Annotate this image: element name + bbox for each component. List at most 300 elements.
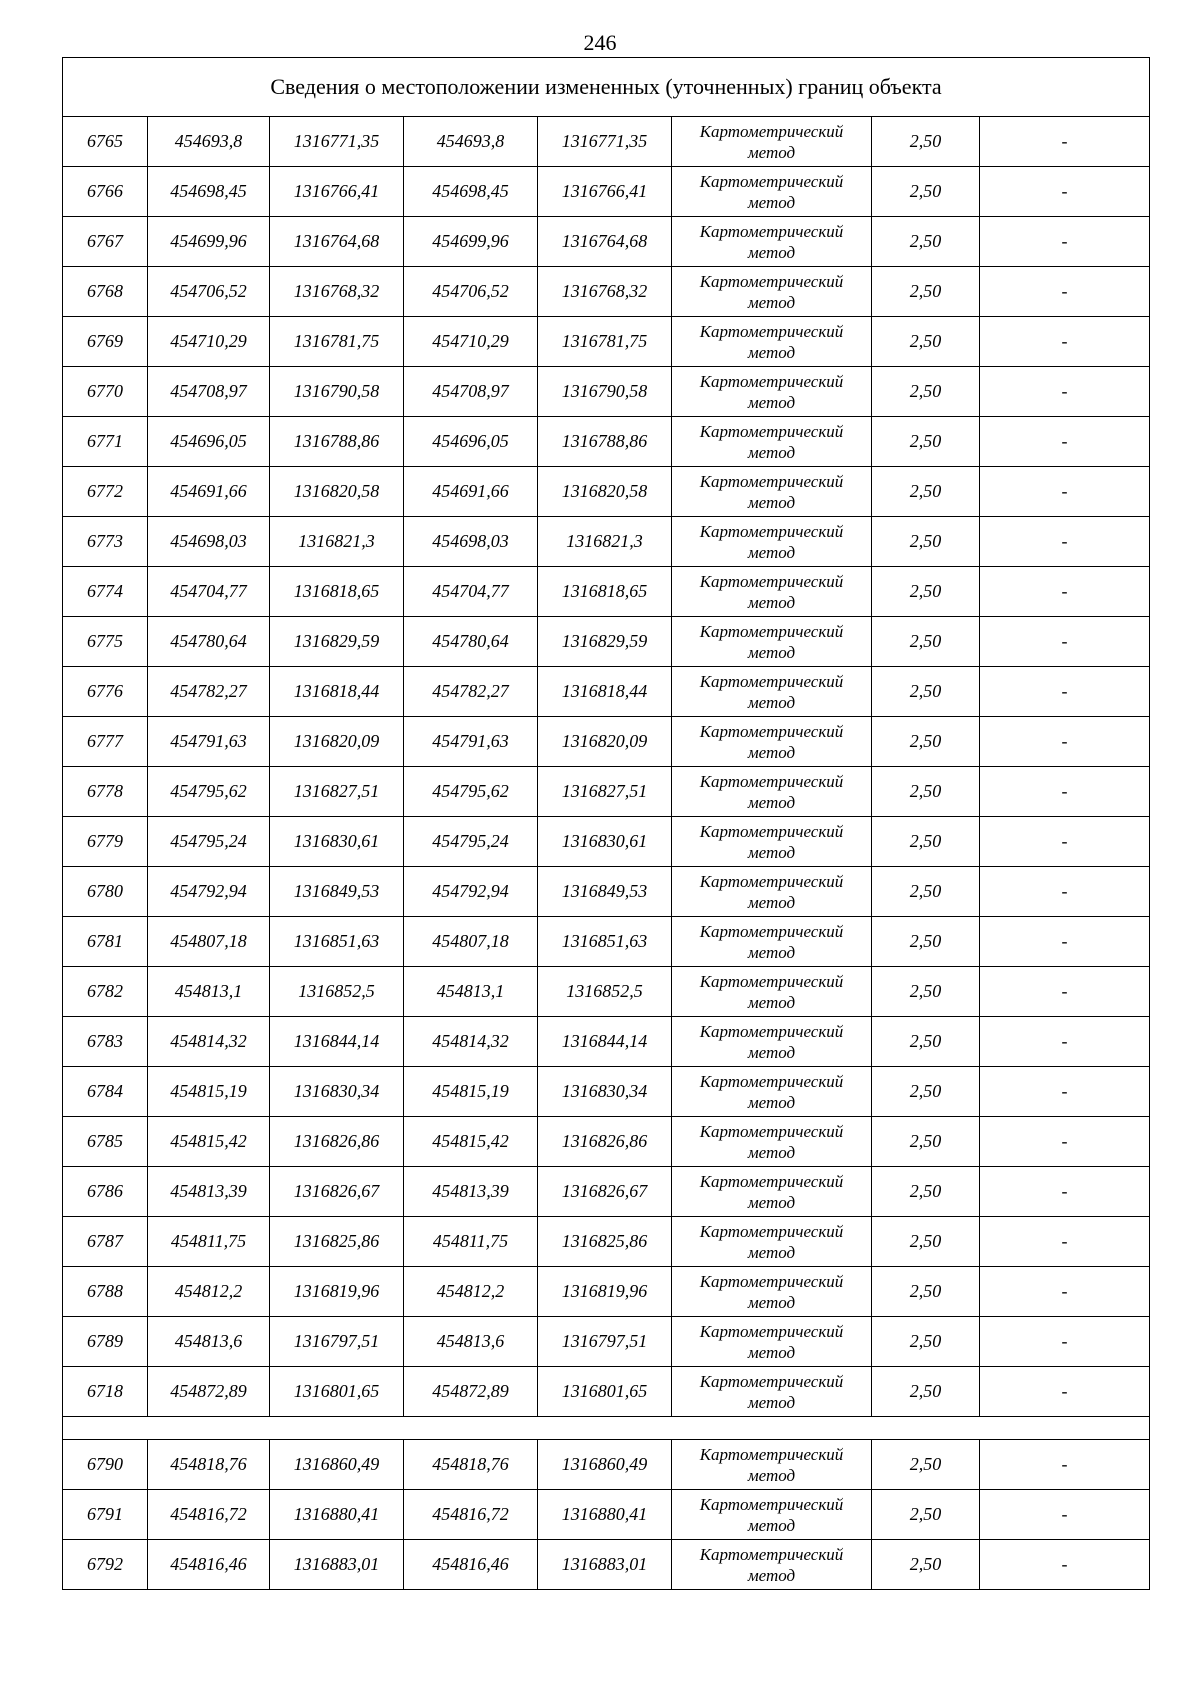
table-title-row — [63, 58, 1150, 117]
point-number-cell: 6773 — [63, 517, 148, 567]
accuracy-cell: 2,50 — [872, 1167, 980, 1217]
table-row — [63, 717, 1150, 767]
table-row — [63, 1317, 1150, 1367]
note-cell: - — [980, 267, 1150, 317]
group-separator-row — [63, 1417, 1150, 1440]
method-line1: Картометрический — [699, 621, 844, 641]
table-row — [63, 817, 1150, 867]
y-new-cell: 1316830,34 — [538, 1067, 672, 1117]
x-existing-cell: 454693,8 — [148, 117, 270, 167]
y-new-cell: 1316820,09 — [538, 717, 672, 767]
y-new-cell: 1316797,51 — [538, 1317, 672, 1367]
x-existing-cell: 454704,77 — [148, 567, 270, 617]
y-existing-cell: 1316821,3 — [270, 517, 404, 567]
y-existing-cell: 1316829,59 — [270, 617, 404, 667]
x-existing-cell: 454812,2 — [148, 1267, 270, 1317]
x-existing-cell: 454815,19 — [148, 1067, 270, 1117]
accuracy-cell: 2,50 — [872, 617, 980, 667]
x-new-cell: 454795,24 — [404, 817, 538, 867]
method-line1: Картометрический — [699, 1371, 844, 1391]
x-existing-cell: 454696,05 — [148, 417, 270, 467]
method-cell — [672, 1217, 872, 1267]
table-row — [63, 767, 1150, 817]
y-new-cell: 1316860,49 — [538, 1440, 672, 1490]
y-new-cell: 1316826,86 — [538, 1117, 672, 1167]
y-existing-cell: 1316830,61 — [270, 817, 404, 867]
point-number-cell: 6767 — [63, 217, 148, 267]
method-line1: Картометрический — [699, 971, 844, 991]
note-cell: - — [980, 617, 1150, 667]
y-new-cell: 1316818,44 — [538, 667, 672, 717]
table-row — [63, 1017, 1150, 1067]
x-new-cell: 454795,62 — [404, 767, 538, 817]
table-row — [63, 267, 1150, 317]
method-line1: Картометрический — [699, 871, 844, 891]
note-cell: - — [980, 1367, 1150, 1417]
method-cell — [672, 1117, 872, 1167]
x-new-cell: 454816,46 — [404, 1540, 538, 1590]
method-cell — [672, 1267, 872, 1317]
table-row — [63, 917, 1150, 967]
method-line2: метод — [747, 692, 796, 712]
x-existing-cell: 454816,46 — [148, 1540, 270, 1590]
method-line2: метод — [747, 642, 796, 662]
y-new-cell: 1316788,86 — [538, 417, 672, 467]
accuracy-cell: 2,50 — [872, 1440, 980, 1490]
table-row — [63, 967, 1150, 1017]
method-cell — [672, 917, 872, 967]
y-existing-cell: 1316766,41 — [270, 167, 404, 217]
method-line2: метод — [747, 292, 796, 312]
method-line1: Картометрический — [699, 1221, 844, 1241]
note-cell: - — [980, 117, 1150, 167]
y-existing-cell: 1316860,49 — [270, 1440, 404, 1490]
note-cell: - — [980, 317, 1150, 367]
accuracy-cell: 2,50 — [872, 917, 980, 967]
x-new-cell: 454811,75 — [404, 1217, 538, 1267]
method-line2: метод — [747, 1465, 796, 1485]
x-new-cell: 454816,72 — [404, 1490, 538, 1540]
note-cell: - — [980, 767, 1150, 817]
table-title: Сведения о местоположении измененных (уточненных) границ объекта — [63, 58, 1150, 117]
method-line2: метод — [747, 1092, 796, 1112]
method-line1: Картометрический — [699, 121, 844, 141]
accuracy-cell: 2,50 — [872, 367, 980, 417]
accuracy-cell: 2,50 — [872, 1217, 980, 1267]
method-cell — [672, 567, 872, 617]
x-new-cell: 454791,63 — [404, 717, 538, 767]
note-cell: - — [980, 967, 1150, 1017]
x-existing-cell: 454782,27 — [148, 667, 270, 717]
note-cell: - — [980, 717, 1150, 767]
method-line2: метод — [747, 1565, 796, 1585]
note-cell: - — [980, 1117, 1150, 1167]
method-line2: метод — [747, 542, 796, 562]
point-number-cell: 6786 — [63, 1167, 148, 1217]
note-cell: - — [980, 917, 1150, 967]
y-existing-cell: 1316880,41 — [270, 1490, 404, 1540]
method-cell — [672, 767, 872, 817]
y-new-cell: 1316825,86 — [538, 1217, 672, 1267]
method-cell — [672, 117, 872, 167]
x-existing-cell: 454795,62 — [148, 767, 270, 817]
note-cell: - — [980, 1167, 1150, 1217]
method-cell — [672, 1540, 872, 1590]
method-line2: метод — [747, 342, 796, 362]
method-line1: Картометрический — [699, 521, 844, 541]
note-cell: - — [980, 817, 1150, 867]
point-number-cell: 6771 — [63, 417, 148, 467]
method-cell — [672, 1167, 872, 1217]
method-line2: метод — [747, 1342, 796, 1362]
table-row — [63, 667, 1150, 717]
point-number-cell: 6781 — [63, 917, 148, 967]
method-line1: Картометрический — [699, 321, 844, 341]
page-number: 246 — [583, 30, 617, 55]
method-line2: метод — [747, 1142, 796, 1162]
x-new-cell: 454813,6 — [404, 1317, 538, 1367]
point-number-cell: 6789 — [63, 1317, 148, 1367]
method-line1: Картометрический — [699, 171, 844, 191]
x-new-cell: 454813,1 — [404, 967, 538, 1017]
accuracy-cell: 2,50 — [872, 467, 980, 517]
note-cell: - — [980, 667, 1150, 717]
point-number-cell: 6766 — [63, 167, 148, 217]
x-existing-cell: 454710,29 — [148, 317, 270, 367]
x-existing-cell: 454708,97 — [148, 367, 270, 417]
point-number-cell: 6791 — [63, 1490, 148, 1540]
table-row — [63, 617, 1150, 667]
note-cell: - — [980, 167, 1150, 217]
y-existing-cell: 1316826,86 — [270, 1117, 404, 1167]
x-new-cell: 454691,66 — [404, 467, 538, 517]
accuracy-cell: 2,50 — [872, 167, 980, 217]
table-row — [63, 1440, 1150, 1490]
table-row — [63, 167, 1150, 217]
accuracy-cell: 2,50 — [872, 1490, 980, 1540]
accuracy-cell: 2,50 — [872, 417, 980, 467]
point-number-cell: 6778 — [63, 767, 148, 817]
point-number-cell: 6783 — [63, 1017, 148, 1067]
table-row — [63, 1267, 1150, 1317]
method-line2: метод — [747, 1042, 796, 1062]
note-cell: - — [980, 1540, 1150, 1590]
x-existing-cell: 454814,32 — [148, 1017, 270, 1067]
method-line2: метод — [747, 942, 796, 962]
note-cell: - — [980, 867, 1150, 917]
y-new-cell: 1316827,51 — [538, 767, 672, 817]
table-row — [63, 1117, 1150, 1167]
y-new-cell: 1316820,58 — [538, 467, 672, 517]
y-new-cell: 1316768,32 — [538, 267, 672, 317]
table-row — [63, 1367, 1150, 1417]
method-line1: Картометрический — [699, 1271, 844, 1291]
point-number-cell: 6784 — [63, 1067, 148, 1117]
x-new-cell: 454698,45 — [404, 167, 538, 217]
point-number-cell: 6772 — [63, 467, 148, 517]
y-new-cell: 1316771,35 — [538, 117, 672, 167]
method-line2: метод — [747, 742, 796, 762]
y-existing-cell: 1316781,75 — [270, 317, 404, 367]
y-new-cell: 1316781,75 — [538, 317, 672, 367]
x-new-cell: 454699,96 — [404, 217, 538, 267]
x-existing-cell: 454813,39 — [148, 1167, 270, 1217]
point-number-cell: 6782 — [63, 967, 148, 1017]
x-new-cell: 454815,19 — [404, 1067, 538, 1117]
method-cell — [672, 417, 872, 467]
point-number-cell: 6768 — [63, 267, 148, 317]
point-number-cell: 6779 — [63, 817, 148, 867]
method-line1: Картометрический — [699, 271, 844, 291]
accuracy-cell: 2,50 — [872, 867, 980, 917]
y-new-cell: 1316766,41 — [538, 167, 672, 217]
x-existing-cell: 454698,45 — [148, 167, 270, 217]
point-number-cell: 6788 — [63, 1267, 148, 1317]
x-existing-cell: 454807,18 — [148, 917, 270, 967]
y-new-cell: 1316883,01 — [538, 1540, 672, 1590]
y-new-cell: 1316829,59 — [538, 617, 672, 667]
point-number-cell: 6787 — [63, 1217, 148, 1267]
accuracy-cell: 2,50 — [872, 517, 980, 567]
x-new-cell: 454818,76 — [404, 1440, 538, 1490]
accuracy-cell: 2,50 — [872, 1367, 980, 1417]
point-number-cell: 6769 — [63, 317, 148, 367]
y-new-cell: 1316819,96 — [538, 1267, 672, 1317]
note-cell: - — [980, 1317, 1150, 1367]
note-cell: - — [980, 467, 1150, 517]
table-row — [63, 1067, 1150, 1117]
table-row — [63, 317, 1150, 367]
method-cell — [672, 1490, 872, 1540]
y-existing-cell: 1316818,65 — [270, 567, 404, 617]
note-cell: - — [980, 1490, 1150, 1540]
boundary-coordinates-table — [62, 57, 1150, 1590]
accuracy-cell: 2,50 — [872, 317, 980, 367]
y-existing-cell: 1316849,53 — [270, 867, 404, 917]
x-existing-cell: 454791,63 — [148, 717, 270, 767]
method-line1: Картометрический — [699, 1171, 844, 1191]
method-line1: Картометрический — [699, 721, 844, 741]
method-line1: Картометрический — [699, 371, 844, 391]
y-existing-cell: 1316852,5 — [270, 967, 404, 1017]
method-line1: Картометрический — [699, 1494, 844, 1514]
y-existing-cell: 1316844,14 — [270, 1017, 404, 1067]
method-line2: метод — [747, 1392, 796, 1412]
method-line1: Картометрический — [699, 1544, 844, 1564]
y-new-cell: 1316880,41 — [538, 1490, 672, 1540]
y-new-cell: 1316851,63 — [538, 917, 672, 967]
y-new-cell: 1316826,67 — [538, 1167, 672, 1217]
accuracy-cell: 2,50 — [872, 267, 980, 317]
accuracy-cell: 2,50 — [872, 567, 980, 617]
method-line1: Картометрический — [699, 771, 844, 791]
x-existing-cell: 454813,1 — [148, 967, 270, 1017]
method-cell — [672, 1367, 872, 1417]
note-cell: - — [980, 367, 1150, 417]
x-new-cell: 454704,77 — [404, 567, 538, 617]
method-line1: Картометрический — [699, 1071, 844, 1091]
method-cell — [672, 317, 872, 367]
method-cell — [672, 217, 872, 267]
method-line1: Картометрический — [699, 1444, 844, 1464]
method-cell — [672, 1067, 872, 1117]
method-line1: Картометрический — [699, 421, 844, 441]
method-cell — [672, 867, 872, 917]
x-existing-cell: 454699,96 — [148, 217, 270, 267]
method-line1: Картометрический — [699, 221, 844, 241]
method-line2: метод — [747, 992, 796, 1012]
y-existing-cell: 1316768,32 — [270, 267, 404, 317]
accuracy-cell: 2,50 — [872, 1067, 980, 1117]
point-number-cell: 6776 — [63, 667, 148, 717]
x-existing-cell: 454698,03 — [148, 517, 270, 567]
method-line1: Картометрический — [699, 471, 844, 491]
y-existing-cell: 1316764,68 — [270, 217, 404, 267]
method-line2: метод — [747, 442, 796, 462]
x-existing-cell: 454706,52 — [148, 267, 270, 317]
y-new-cell: 1316849,53 — [538, 867, 672, 917]
y-existing-cell: 1316819,96 — [270, 1267, 404, 1317]
method-cell — [672, 267, 872, 317]
y-new-cell: 1316852,5 — [538, 967, 672, 1017]
method-line1: Картометрический — [699, 671, 844, 691]
note-cell: - — [980, 517, 1150, 567]
method-line2: метод — [747, 1515, 796, 1535]
method-cell — [672, 617, 872, 667]
method-line1: Картометрический — [699, 821, 844, 841]
table-row — [63, 1490, 1150, 1540]
accuracy-cell: 2,50 — [872, 967, 980, 1017]
y-existing-cell: 1316820,58 — [270, 467, 404, 517]
table-row — [63, 567, 1150, 617]
x-existing-cell: 454816,72 — [148, 1490, 270, 1540]
x-existing-cell: 454815,42 — [148, 1117, 270, 1167]
y-existing-cell: 1316788,86 — [270, 417, 404, 467]
table-row — [63, 867, 1150, 917]
y-existing-cell: 1316826,67 — [270, 1167, 404, 1217]
point-number-cell: 6770 — [63, 367, 148, 417]
method-cell — [672, 1317, 872, 1367]
method-line2: метод — [747, 392, 796, 412]
x-new-cell: 454807,18 — [404, 917, 538, 967]
point-number-cell: 6765 — [63, 117, 148, 167]
x-new-cell: 454782,27 — [404, 667, 538, 717]
accuracy-cell: 2,50 — [872, 667, 980, 717]
note-cell: - — [980, 1217, 1150, 1267]
accuracy-cell: 2,50 — [872, 1017, 980, 1067]
accuracy-cell: 2,50 — [872, 817, 980, 867]
method-line2: метод — [747, 792, 796, 812]
note-cell: - — [980, 1267, 1150, 1317]
x-existing-cell: 454691,66 — [148, 467, 270, 517]
note-cell: - — [980, 1017, 1150, 1067]
x-existing-cell: 454780,64 — [148, 617, 270, 667]
accuracy-cell: 2,50 — [872, 1117, 980, 1167]
method-line2: метод — [747, 592, 796, 612]
method-cell — [672, 367, 872, 417]
method-line2: метод — [747, 1192, 796, 1212]
x-new-cell: 454706,52 — [404, 267, 538, 317]
point-number-cell: 6775 — [63, 617, 148, 667]
y-existing-cell: 1316851,63 — [270, 917, 404, 967]
x-new-cell: 454792,94 — [404, 867, 538, 917]
y-existing-cell: 1316818,44 — [270, 667, 404, 717]
y-existing-cell: 1316830,34 — [270, 1067, 404, 1117]
x-new-cell: 454696,05 — [404, 417, 538, 467]
method-line2: метод — [747, 242, 796, 262]
x-existing-cell: 454792,94 — [148, 867, 270, 917]
accuracy-cell: 2,50 — [872, 217, 980, 267]
y-existing-cell: 1316790,58 — [270, 367, 404, 417]
point-number-cell: 6774 — [63, 567, 148, 617]
x-existing-cell: 454872,89 — [148, 1367, 270, 1417]
method-line2: метод — [747, 842, 796, 862]
table-row — [63, 467, 1150, 517]
point-number-cell: 6792 — [63, 1540, 148, 1590]
method-cell — [672, 817, 872, 867]
y-existing-cell: 1316827,51 — [270, 767, 404, 817]
method-cell — [672, 1440, 872, 1490]
method-line1: Картометрический — [699, 1021, 844, 1041]
method-line2: метод — [747, 892, 796, 912]
note-cell: - — [980, 217, 1150, 267]
point-number-cell: 6780 — [63, 867, 148, 917]
method-cell — [672, 517, 872, 567]
x-new-cell: 454693,8 — [404, 117, 538, 167]
x-existing-cell: 454811,75 — [148, 1217, 270, 1267]
note-cell: - — [980, 567, 1150, 617]
y-new-cell: 1316818,65 — [538, 567, 672, 617]
x-new-cell: 454872,89 — [404, 1367, 538, 1417]
x-existing-cell: 454818,76 — [148, 1440, 270, 1490]
y-new-cell: 1316801,65 — [538, 1367, 672, 1417]
accuracy-cell: 2,50 — [872, 1540, 980, 1590]
separator-cell — [63, 1417, 1150, 1440]
x-new-cell: 454780,64 — [404, 617, 538, 667]
y-existing-cell: 1316825,86 — [270, 1217, 404, 1267]
x-existing-cell: 454813,6 — [148, 1317, 270, 1367]
y-new-cell: 1316830,61 — [538, 817, 672, 867]
method-line2: метод — [747, 142, 796, 162]
table-row — [63, 1217, 1150, 1267]
point-number-cell: 6777 — [63, 717, 148, 767]
x-new-cell: 454698,03 — [404, 517, 538, 567]
y-new-cell: 1316790,58 — [538, 367, 672, 417]
x-new-cell: 454812,2 — [404, 1267, 538, 1317]
y-existing-cell: 1316801,65 — [270, 1367, 404, 1417]
x-new-cell: 454815,42 — [404, 1117, 538, 1167]
method-line1: Картометрический — [699, 1321, 844, 1341]
y-new-cell: 1316764,68 — [538, 217, 672, 267]
point-number-cell: 6718 — [63, 1367, 148, 1417]
note-cell: - — [980, 1067, 1150, 1117]
accuracy-cell: 2,50 — [872, 767, 980, 817]
method-cell — [672, 467, 872, 517]
table-row — [63, 367, 1150, 417]
y-new-cell: 1316821,3 — [538, 517, 672, 567]
table-row — [63, 1540, 1150, 1590]
x-new-cell: 454813,39 — [404, 1167, 538, 1217]
method-line1: Картометрический — [699, 921, 844, 941]
method-line2: метод — [747, 492, 796, 512]
x-new-cell: 454708,97 — [404, 367, 538, 417]
method-cell — [672, 967, 872, 1017]
table-row — [63, 217, 1150, 267]
method-cell — [672, 667, 872, 717]
accuracy-cell: 2,50 — [872, 1317, 980, 1367]
method-line1: Картометрический — [699, 1121, 844, 1141]
note-cell: - — [980, 1440, 1150, 1490]
